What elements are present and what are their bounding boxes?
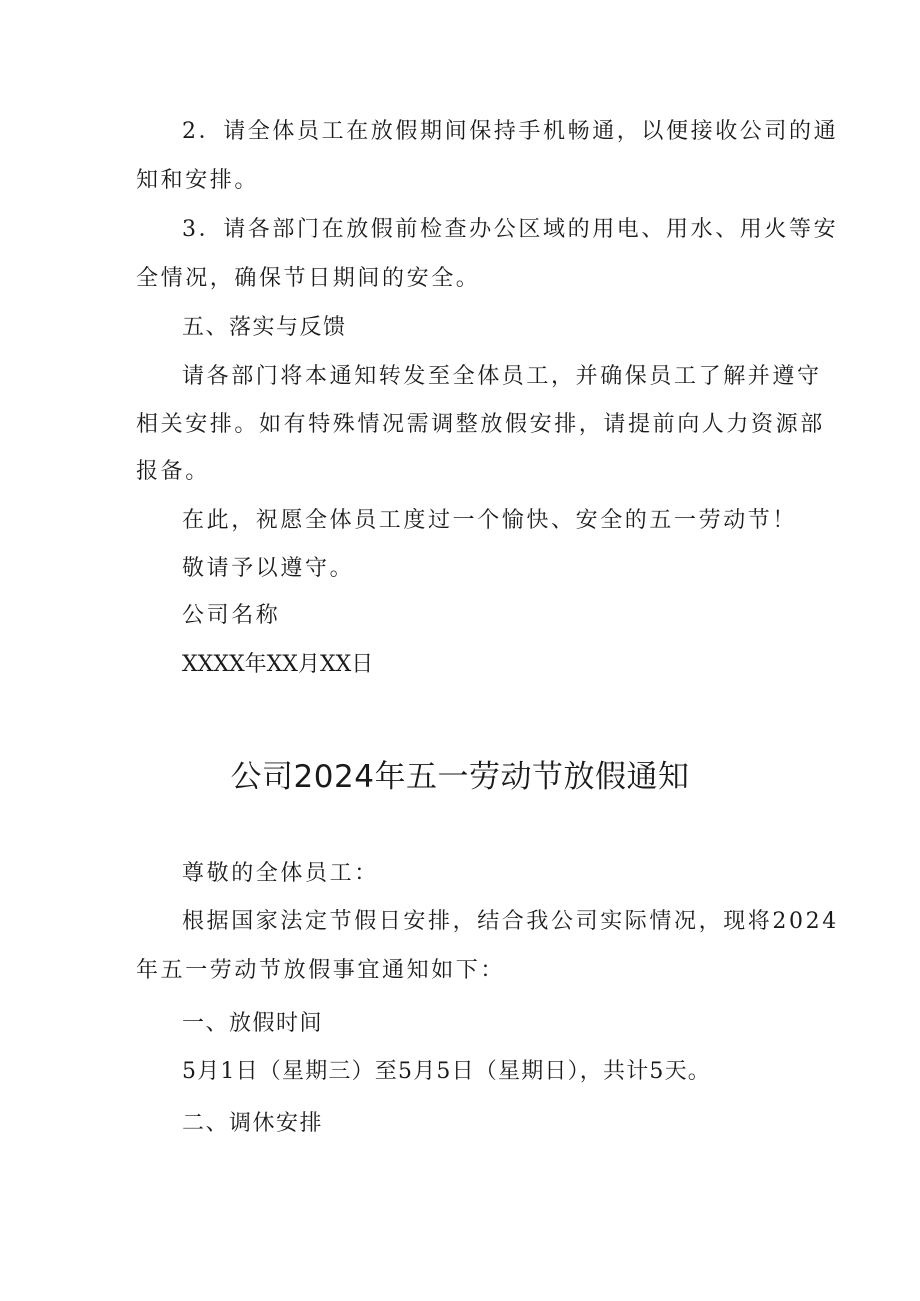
item-2-line-1: 2．请全体员工在放假期间保持手机畅通，以便接收公司的通: [182, 119, 839, 144]
salutation: 尊敬的全体员工：: [182, 861, 379, 886]
closing-wish: 在此，祝愿全体员工度过一个愉快、安全的五一劳动节！: [182, 508, 798, 533]
intro-line-1: 根据国家法定节假日安排，结合我公司实际情况，现将2024: [182, 909, 839, 934]
item-3-line-1: 3．请各部门在放假前检查办公区域的用电、用水、用火等安: [182, 217, 839, 242]
item-3-line-2: 全情况，确保节日期间的安全。: [136, 266, 481, 291]
signature-company: 公司名称: [182, 603, 281, 628]
section-5-heading: 五、落实与反馈: [182, 315, 347, 340]
section-5-line-1: 请各部门将本通知转发至全体员工，并确保员工了解并遵守: [182, 364, 822, 389]
signature-date: XXXX年XX月XX日: [182, 652, 374, 677]
section-2-heading: 二、调休安排: [182, 1111, 324, 1136]
section-5-line-3: 报备。: [136, 459, 210, 484]
closing-respect: 敬请予以遵守。: [182, 556, 355, 581]
item-2-line-2: 知和安排。: [136, 168, 260, 193]
document-title: 公司2024年五一劳动节放假通知: [230, 759, 690, 795]
section-5-line-2: 相关安排。如有特殊情况需调整放假安排，请提前向人力资源部: [136, 412, 825, 437]
section-1-heading: 一、放假时间: [182, 1011, 324, 1036]
intro-line-2: 年五一劳动节放假事宜通知如下：: [136, 958, 506, 983]
section-1-text: 5月1日（星期三）至5月5日（星期日），共计5天。: [182, 1059, 711, 1084]
